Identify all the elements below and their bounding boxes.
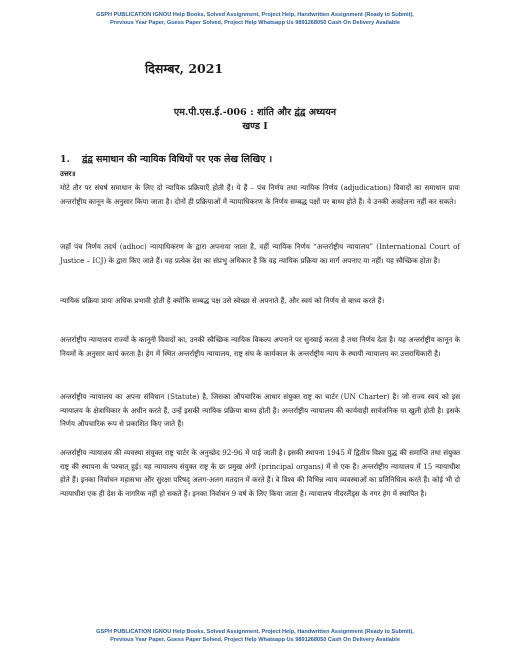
page-header <box>30 11 480 27</box>
title-block <box>0 106 510 134</box>
question-number: 1. <box>60 154 70 165</box>
paragraph-2: जहाँ पंच निर्णय तदर्थ (adhoc) न्यायाधिकरण के द्वारा अपनाया जाता है, वहीं न्यायिक निर्णय “अन्तर्राष्ट्रीय न्यायालय” (International Court of Justice – ICJ) के द्वारा किए जाते हैं। यह प्रत्येक देश का संप्रभु अधिकार है कि वह न्यायिक प्रक्रिया का मार्ग अपनाए या नहीं। यह स्वैच्छिक होता है। <box>60 242 460 265</box>
paragraph-4: अन्तर्राष्ट्रीय न्यायालय राज्यों के कानूनी विवादों का, उनकी स्वैच्छिक न्यायिक विकल्प अपनाने पर सुनवाई करता है तथा निर्णय देता है। यह अन्तर्राष्ट्रीय कानून के नियमों के अनुसार कार्य करता है। हेग में स्थित अन्तर्राष्ट्रीय न्यायालय, राष्ट्र संघ के कार्यकाल के अन्तर्राष्ट्रीय न्याय के स्थायी न्यायालय का उत्तराधिकारी है। <box>60 335 460 358</box>
answer-label: उत्तर॥ <box>60 169 76 178</box>
footer-line-2: Previous Year Paper, Guess Paper Solved, Project Help Whatsapp Us 9891268050 Cash On Delivery Available <box>110 637 400 644</box>
paragraph-5: अन्तर्राष्ट्रीय न्यायालय का अपना संविधान (Statute) है, जिसका औपचारिक आधार संयुक्त राष्ट्र का चार्टर (UN Charter) है। जो राज्य स्वयं को इस न्यायालय के क्षेत्राधिकार के अधीन करते हैं, उन्हें इसकी न्यायिक प्रक्रिया बाध्य होती है। अन्तर्राष्ट्रीय न्यायालय की कार्यवाही सार्वजनिक या खुली होती है। इसके निर्णय औपचारिक रूप से प्रकाशित किए जाते हैं। <box>60 392 460 429</box>
question <box>60 152 272 165</box>
paragraph-1: मोटे तौर पर संघर्ष समाधान के लिए दो न्यायिक प्रक्रियाएँ होती हैं। ये हैं – पंच निर्णय तथा न्यायिक निर्णय (adjudication) विवादों का समाधान प्रायः अन्तर्राष्ट्रीय कानून के अनुसार किया जाता है। दोनों ही प्रक्रियाओं में न्यायाधिकरण के निर्णय सम्बद्ध पक्षों पर बाध्य होते हैं। वे उनकी अवहेलना नहीं कर सकते। <box>60 183 460 206</box>
footer-line-1: GSPH PUBLICATION IGNOU Help Books, Solved Assignment, Project Help, Handwritten Assignment (Ready to Submit), <box>96 629 414 635</box>
header-line-1: GSPH PUBLICATION IGNOU Help Books, Solved Assignment, Project Help, Handwritten Assignment (Ready to Submit), <box>96 12 414 18</box>
section-heading: खण्ड I <box>242 120 268 132</box>
course-title: एम.पी.एस.ई.-006 : शांति और द्वंद्व अध्ययन <box>173 107 337 118</box>
paragraph-3: न्यायिक प्रक्रिया प्रायः अधिक प्रभावी होती है क्योंकि सम्बद्ध पक्ष उसे स्वेच्छा से अपनाते हैं, और स्वयं को निर्णय से बाध्य करते हैं। <box>60 296 385 305</box>
question-text: द्वंद्व समाधान की न्यायिक विधियों पर एक लेख लिखिए । <box>82 154 273 165</box>
exam-date: दिसम्बर, 2021 <box>145 61 224 76</box>
page-footer <box>30 628 480 644</box>
header-line-2: Previous Year Paper, Guess Paper Solved, Project Help Whatsapp Us 9891268050 Cash On Delivery Available <box>110 20 400 27</box>
paragraph-6: अन्तर्राष्ट्रीय न्यायालय की व्यवस्था संयुक्त राष्ट्र चार्टर के अनुच्छेद 92-96 में पाई जाती है। इसकी स्थापना 1945 में द्वितीय विश्व युद्ध की समाप्ति तथा संयुक्त राष्ट्र की स्थापना के पश्चात् हुई। यह न्यायालय संयुक्त राष्ट्र के छः प्रमुख अंगों (principal organs) में से एक है। अन्तर्राष्ट्रीय न्यायालय में 15 न्यायाधीश होते हैं। इनका निर्वाचन महासभा और सुरक्षा परिषद् अलग-अलग मतदान में करते हैं। वे विश्व की विभिन्न न्याय व्यवस्थाओं का प्रतिनिधित्व करते हैं। कोई भी दो न्यायाधीश एक ही देश के नागरिक नहीं हो सकते हैं। इनका निर्वाचन 9 वर्ष के लिए किया जाता है। न्यायालय नीदरलैंड्स के नगर हेग में स्थापित है। <box>60 448 460 498</box>
